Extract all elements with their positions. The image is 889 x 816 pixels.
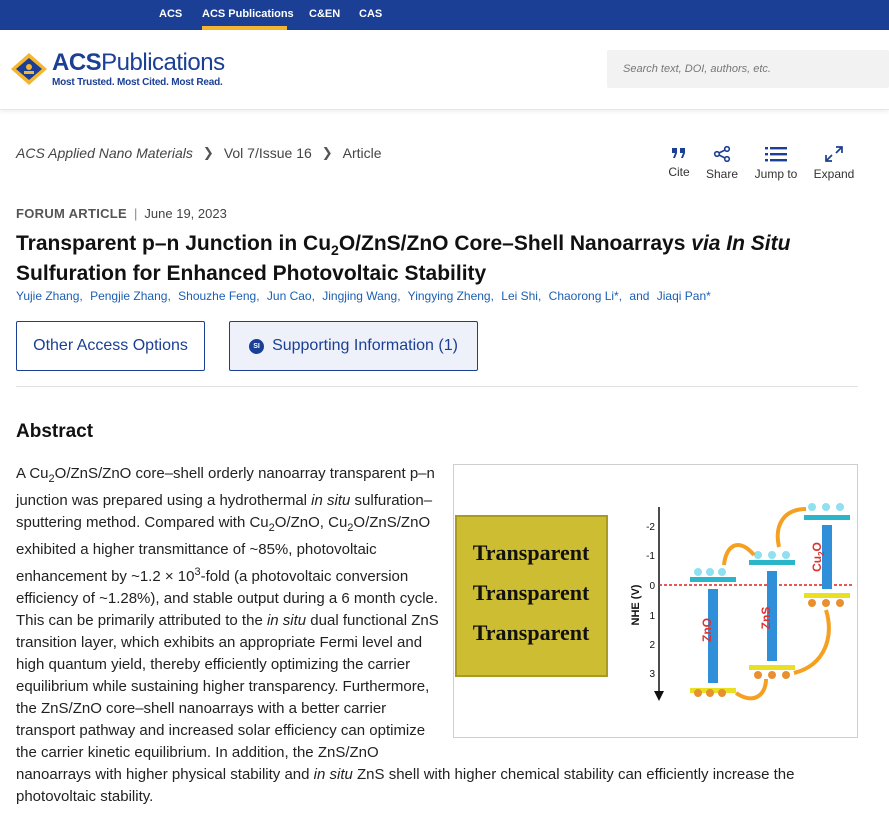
zns-holes (754, 671, 790, 679)
share-label: Share (705, 167, 739, 181)
publication-date: June 19, 2023 (144, 206, 227, 221)
title-part1: Transparent p–n Junction in Cu (16, 232, 332, 255)
hole-transfer-arrow (794, 610, 829, 673)
sample-text: Transparent (472, 540, 590, 565)
top-nav-bar (0, 0, 889, 30)
author-link[interactable]: Lei Shi, (501, 289, 542, 303)
zno-label: ZnO (700, 618, 714, 642)
abstract-italic: in situ (311, 492, 351, 509)
abstract-text-run: O/ZnS/ZnO core–shell orderly nanoarray transparent p–n junction was prepared using a hydrothermal (16, 465, 435, 509)
supporting-information-button[interactable] (229, 321, 478, 371)
nav-link-acs-publications[interactable]: ACS Publications (202, 8, 294, 20)
other-access-options-button[interactable]: Other Access Options (16, 321, 205, 371)
acs-logo-icon[interactable] (10, 52, 48, 86)
abstract-text-run: A Cu (16, 465, 49, 482)
logo-name-rest: Publications (101, 49, 225, 76)
cu2o-cb (804, 515, 850, 520)
author-link[interactable]: Yingying Zheng, (407, 289, 494, 303)
breadcrumb-issue[interactable]: Vol 7/Issue 16 (223, 145, 312, 161)
tick-label: -2 (646, 522, 655, 533)
cu2o-label-o: O (810, 542, 824, 552)
abstract-subscript: 2 (268, 522, 275, 534)
tick-label: -1 (646, 551, 655, 562)
author-link[interactable]: Chaorong Li*, (548, 289, 623, 303)
article-title (16, 232, 876, 286)
share-button[interactable] (703, 146, 741, 181)
tick-label: 3 (649, 669, 655, 680)
zno-electrons (694, 568, 726, 576)
search-input[interactable] (607, 50, 889, 88)
cu2o-holes (808, 599, 844, 607)
toc-graphic-svg (454, 465, 857, 737)
cite-button[interactable] (664, 146, 694, 179)
electron-transfer-arrow (778, 509, 806, 547)
sample-text: Transparent (472, 620, 590, 645)
zns-label: ZnS (759, 606, 773, 630)
search-box (607, 50, 889, 88)
zns-cb (749, 560, 795, 565)
quote-icon (671, 146, 687, 160)
nav-link-cas[interactable]: CAS (359, 8, 383, 20)
title-italic: via In Situ (691, 232, 791, 255)
tick-label: 2 (649, 640, 655, 651)
expand-button[interactable] (811, 146, 857, 181)
author-conjunction: and (629, 289, 650, 303)
abstract-subscript: 2 (48, 473, 55, 485)
tick-label: 0 (649, 581, 655, 592)
abstract-text-run: -fold (a photovoltaic conversion efficiency of ~1.28%), and stable output during a 6 month cycle. This can be primarily attributed to the (16, 568, 439, 629)
meta-separator: | (134, 206, 138, 221)
expand-label: Expand (813, 167, 855, 181)
chevron-right-icon: ❯ (321, 145, 333, 160)
article-tools (0, 146, 889, 196)
nav-link-acs[interactable]: ACS (159, 8, 183, 20)
zns-vb (749, 665, 795, 670)
title-subscript: 2 (331, 242, 339, 259)
abstract-text-run: O/ZnS/ZnO exhibited a higher transmittance of ~85%, photovoltaic enhancement by ~1.2 × 10 (16, 514, 431, 585)
axis-arrow-icon (654, 691, 664, 701)
author-list (16, 289, 715, 303)
logo-name-bold: ACS (52, 49, 102, 76)
abstract-heading: Abstract (16, 421, 94, 442)
abstract-text-run: O/ZnO, Cu (274, 514, 348, 531)
logo-wordmark[interactable] (52, 51, 225, 88)
hole-transfer-arrow (736, 679, 766, 698)
chevron-right-icon: ❯ (202, 145, 214, 160)
cu2o-label-cu: Cu (810, 555, 824, 572)
abstract-italic: in situ (266, 612, 307, 629)
abstract-superscript: 3 (194, 566, 201, 578)
zns-electrons (754, 551, 790, 559)
author-link[interactable]: Jun Cao, (266, 289, 315, 303)
title-part2: O/ZnS/ZnO Core–Shell Nanoarrays (338, 232, 692, 255)
jump-to-label: Jump to (754, 167, 798, 181)
logo-tagline: Most Trusted. Most Cited. Most Read. (52, 77, 223, 88)
section-divider (16, 386, 858, 387)
zno-holes (694, 689, 726, 697)
list-icon (765, 146, 787, 162)
si-badge-icon: SI (249, 339, 264, 354)
cu2o-vb (804, 593, 850, 598)
abstract-text-run: sulfuration–sputtering method. Compared with Cu (16, 492, 433, 531)
share-icon (713, 146, 731, 162)
abstract-text-run: ZnS shell with higher chemical stability can efficiently increase the photovoltaic stability. (16, 766, 795, 805)
author-link[interactable]: Jingjing Wang, (322, 289, 401, 303)
tick-label: 1 (649, 611, 655, 622)
zno-cb (690, 577, 736, 582)
abstract-italic: in situ (313, 766, 353, 783)
axis-label: NHE (V) (630, 584, 642, 626)
article-meta (16, 206, 227, 221)
cu2o-label-sub: 2 (817, 551, 826, 556)
author-link[interactable]: Pengjie Zhang, (90, 289, 171, 303)
author-link[interactable]: Jiaqi Pan* (656, 289, 711, 303)
sample-text: Transparent (472, 580, 590, 605)
cu2o-electrons (808, 503, 844, 511)
article-type-label: FORUM ARTICLE (16, 206, 128, 221)
site-header (0, 30, 889, 110)
abstract-text-run: dual functional ZnS transition layer, which exhibits an appropriate Fermi level and high quantum yield, thereby efficiently optimizing the carrier equilibrium while sustaining higher transparency. Furthermore, the ZnS/ZnO core–shell nanoarrays with a better carrier transport pathway and increased solar efficiency can optimize the carrier kinetic equilibrium. In addition, the ZnS/ZnO nanoarrays with higher physical stability and (16, 612, 439, 783)
nav-link-cen[interactable]: C&EN (309, 8, 341, 20)
supporting-information-label: Supporting Information (1) (272, 337, 458, 354)
breadcrumb-article: Article (342, 145, 382, 161)
cite-label: Cite (668, 165, 690, 179)
breadcrumb-journal[interactable]: ACS Applied Nano Materials (16, 145, 193, 161)
axis-ticks (646, 522, 655, 680)
author-link[interactable]: Yujie Zhang, (16, 289, 83, 303)
expand-icon (825, 146, 843, 162)
cu2o-label (810, 542, 826, 572)
toc-graphic[interactable] (453, 464, 858, 738)
author-link[interactable]: Shouzhe Feng, (178, 289, 260, 303)
jump-to-button[interactable] (751, 146, 801, 181)
title-part3: Sulfuration for Enhanced Photovoltaic Stability (16, 262, 487, 286)
abstract-subscript: 2 (347, 522, 354, 534)
